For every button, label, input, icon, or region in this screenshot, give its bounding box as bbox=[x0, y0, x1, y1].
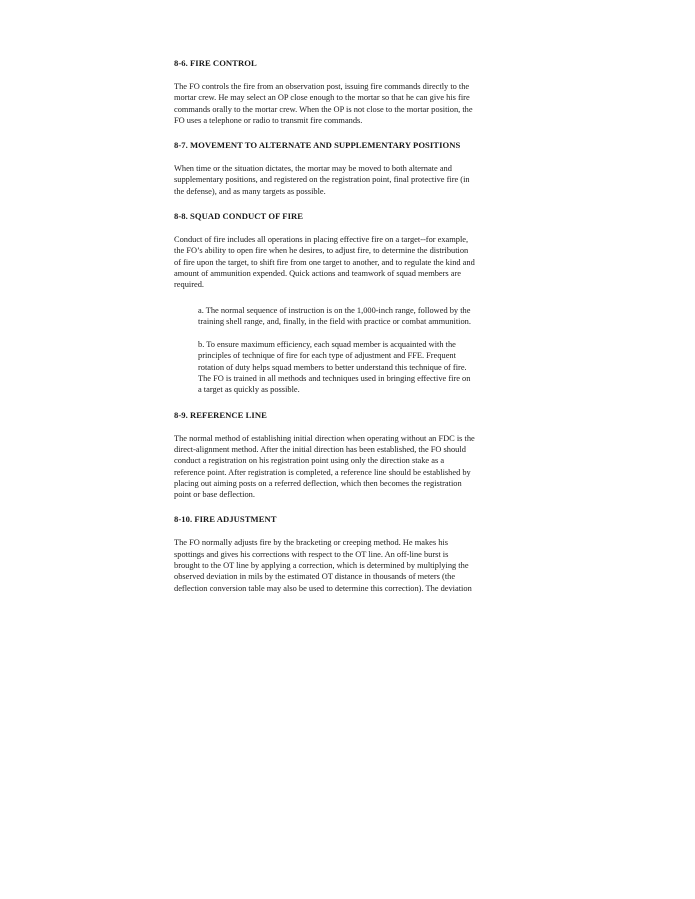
paragraph-fire-adjustment bbox=[174, 537, 526, 593]
text-line: training shell range, and, finally, in the field with practice or combat ammunition. bbox=[198, 316, 471, 326]
text-line: direct-alignment method. After the initial direction has been established, the FO should bbox=[174, 444, 466, 454]
text-line: The normal method of establishing initial direction when operating without an FDC is the bbox=[174, 433, 475, 443]
section-heading-movement: 8-7. MOVEMENT TO ALTERNATE AND SUPPLEMENTARY POSITIONS bbox=[174, 140, 461, 151]
text-line: the FO’s ability to open fire when he desires, to adjust fire, to determine the distribution bbox=[174, 246, 469, 256]
text-line: point or base deflection. bbox=[174, 490, 255, 500]
text-line: The FO normally adjusts fire by the bracketing or creeping method. He makes his bbox=[174, 538, 448, 548]
text-line: spottings and gives his corrections with respect to the OT line. An off-line burst is bbox=[174, 549, 449, 559]
section-heading-squad-conduct: 8-8. SQUAD CONDUCT OF FIRE bbox=[174, 211, 304, 222]
section-heading-fire-adjustment: 8-10. FIRE ADJUSTMENT bbox=[174, 514, 277, 525]
text-line: rotation of duty helps squad members to better understand this technique of fire. bbox=[198, 362, 467, 372]
paragraph-fire-control bbox=[174, 81, 526, 126]
text-line: reference point. After registration is completed, a reference line should be established by bbox=[174, 467, 471, 477]
text-line: placing out aiming posts on a referred deflection, which then becomes the registration bbox=[174, 478, 462, 488]
subparagraph-a bbox=[198, 305, 526, 328]
text-line: deflection conversion table may also be used to determine this correction). The deviation bbox=[174, 583, 472, 593]
section-heading-fire-control: 8-6. FIRE CONTROL bbox=[174, 58, 257, 68]
text-line: conduct a registration on his registration point using only the direction stake as a bbox=[174, 456, 445, 466]
text-line: a target as quickly as possible. bbox=[198, 385, 300, 395]
paragraph-squad-conduct bbox=[174, 234, 526, 290]
text-line: supplementary positions, and registered on the registration point, final protective fire (in bbox=[174, 175, 470, 185]
text-line: Conduct of fire includes all operations in placing effective fire on a target--for example, bbox=[174, 235, 469, 245]
document-page bbox=[174, 58, 526, 608]
text-line: observed deviation in mils by the estimated OT distance in thousands of meters (the bbox=[174, 572, 456, 582]
paragraph-reference-line bbox=[174, 433, 526, 501]
text-line: amount of ammunition expended. Quick actions and teamwork of squad members are bbox=[174, 268, 461, 278]
text-line: The FO controls the fire from an observation post, issuing fire commands directly to the bbox=[174, 82, 470, 91]
text-line: b. To ensure maximum efficiency, each squad member is acquainted with the bbox=[198, 340, 456, 350]
text-line: brought to the OT line by applying a correction, which is determined by multiplying the bbox=[174, 561, 469, 571]
text-line: the defense), and as many targets as possible. bbox=[174, 186, 326, 196]
paragraph-movement bbox=[174, 163, 526, 197]
text-line: commands orally to the mortar crew. When the OP is not close to the mortar position, the bbox=[174, 104, 473, 114]
subparagraph-b bbox=[198, 339, 526, 395]
section-heading-reference-line: 8-9. REFERENCE LINE bbox=[174, 409, 267, 420]
text-line: principles of technique of fire for each type of adjustment and FFE. Frequent bbox=[198, 351, 456, 361]
text-line: FO uses a telephone or radio to transmit fire commands. bbox=[174, 115, 363, 125]
text-line: The FO is trained in all methods and techniques used in bringing effective fire on bbox=[198, 374, 471, 384]
text-line: When time or the situation dictates, the mortar may be moved to both alternate and bbox=[174, 164, 452, 174]
text-line: of fire upon the target, to shift fire from one target to another, and to regulate the kind and bbox=[174, 257, 475, 267]
text-line: mortar crew. He may select an OP close enough to the mortar so that he can give his fire bbox=[174, 93, 470, 103]
text-line: required. bbox=[174, 280, 204, 290]
text-line: a. The normal sequence of instruction is on the 1,000-inch range, followed by the bbox=[198, 305, 471, 315]
